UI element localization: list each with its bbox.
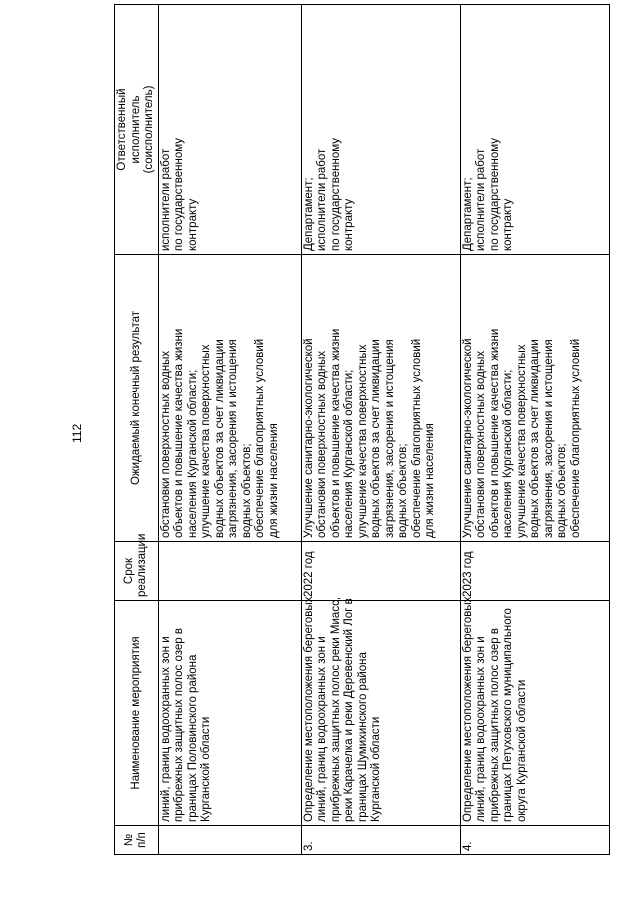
header-measure-name <box>115 601 159 826</box>
text-line: для жизни населения <box>424 423 436 538</box>
text-line: водных объектов за счет ликвидации <box>370 339 382 538</box>
text-line: Определение местоположения береговых <box>302 596 315 822</box>
cell-result <box>158 255 301 542</box>
header-line: № <box>122 833 135 847</box>
text-line: Курганской области <box>200 716 212 822</box>
text-line: исполнители работ <box>159 148 172 251</box>
text-line: обстановки поверхностных водных <box>475 350 487 538</box>
header-line: Наименование мероприятия <box>129 636 142 790</box>
text-line: для жизни населения <box>267 423 280 538</box>
header-line: исполнитель <box>129 95 142 164</box>
text-line: водных объектов за счет ликвидации <box>213 339 226 538</box>
text-line: контракту <box>343 198 355 251</box>
text-line: прибрежных защитных полос озер в <box>488 628 501 822</box>
cell-result <box>301 255 460 542</box>
cell-number <box>158 826 301 855</box>
cell-executor <box>301 5 460 255</box>
table-row <box>301 5 460 855</box>
header-line: Ожидаемый конечный результат <box>129 310 142 486</box>
cell-term <box>158 542 301 601</box>
cell-term: 2023 год <box>460 542 609 601</box>
text-line: границах Половинского района <box>186 654 199 822</box>
header-number <box>115 826 159 855</box>
cell-executor <box>158 5 301 255</box>
text-line: Определение местоположения береговых <box>461 596 474 822</box>
text-line: Департамент; <box>302 177 315 251</box>
text-line: контракту <box>502 198 514 251</box>
text-line: обстановки поверхностных водных <box>316 350 328 538</box>
text-line: обеспечение благоприятных условий <box>569 338 582 538</box>
text-line: контракту <box>186 198 199 251</box>
header-executor <box>115 5 159 255</box>
text-line: загрязнения, засорения и истощения <box>383 339 396 538</box>
text-line: населения Курганской области; <box>186 369 199 538</box>
text-line: линий, границ водоохранных зон и <box>475 636 487 822</box>
text-line: исполнители работ <box>316 148 328 251</box>
cell-measure-name <box>460 596 609 826</box>
header-line: (соисполнитель) <box>143 85 155 174</box>
text-line: реки Карачелка и реки Деревенский Лог в <box>343 598 355 822</box>
header-line: Срок <box>122 557 135 585</box>
text-line: по государственному <box>488 137 501 251</box>
text-line: водных объектов; <box>397 443 409 538</box>
text-line: водных объектов за счет ликвидации <box>529 339 541 538</box>
cell-measure-name <box>301 596 460 826</box>
text-line: Курганской области <box>370 716 382 822</box>
text-line: прибрежных защитных полос реки Миасс, <box>329 596 342 822</box>
text-line: загрязнения, засорения и истощения <box>227 339 239 538</box>
text-line: Улучшение санитарно-экологической <box>461 338 474 538</box>
text-line: объектов и повышение качества жизни <box>488 328 501 538</box>
text-line: границах Петуховского муниципального <box>502 608 514 822</box>
text-line: линий, границ водоохранных зон и <box>159 636 172 822</box>
text-line: водных объектов; <box>556 443 568 538</box>
text-line: улучшение качества поверхностных <box>200 344 212 538</box>
table-row <box>158 5 301 855</box>
text-line: исполнители работ <box>475 148 487 251</box>
page-number: 112 <box>70 423 84 443</box>
table-row <box>460 5 609 855</box>
text-line: линий, границ водоохранных зон и <box>316 636 328 822</box>
cell-executor <box>460 5 609 255</box>
cell-number: 3. <box>301 826 460 855</box>
text-line: обеспечение благоприятных условий <box>410 338 423 538</box>
cell-measure-name <box>158 601 301 826</box>
text-line: по государственному <box>329 137 342 251</box>
header-term <box>115 533 159 601</box>
text-line: населения Курганской области; <box>502 369 514 538</box>
text-line: улучшение качества поверхностных <box>515 344 528 538</box>
text-line: границах Шумихинского района <box>356 652 369 822</box>
text-line: обеспечение благоприятных условий <box>254 338 266 538</box>
text-line: Улучшение санитарно-экологической <box>302 338 315 538</box>
text-line: обстановки поверхностных водных <box>159 350 172 538</box>
text-line: населения Курганской области; <box>343 369 355 538</box>
rotated-table-container <box>114 40 608 855</box>
table-header-row <box>115 5 159 855</box>
text-line: объектов и повышение качества жизни <box>329 328 342 538</box>
measures-table <box>114 4 610 855</box>
cell-term: 2022 год <box>301 542 460 601</box>
text-line: водных объектов; <box>240 443 253 538</box>
text-line: улучшение качества поверхностных <box>356 344 369 538</box>
text-line: округа Курганской области <box>515 679 528 822</box>
header-line: реализации <box>136 533 149 597</box>
cell-number: 4. <box>460 826 609 855</box>
header-result <box>115 255 159 542</box>
header-line: п/п <box>136 832 149 848</box>
text-line: прибрежных защитных полос озер в <box>173 628 185 822</box>
header-line: Ответственный <box>116 88 128 171</box>
cell-result <box>460 255 609 542</box>
text-line: по государственному <box>173 137 185 251</box>
text-line: Департамент; <box>461 177 474 251</box>
text-line: загрязнения, засорения и истощения <box>542 339 555 538</box>
text-line: объектов и повышение качества жизни <box>173 328 185 538</box>
